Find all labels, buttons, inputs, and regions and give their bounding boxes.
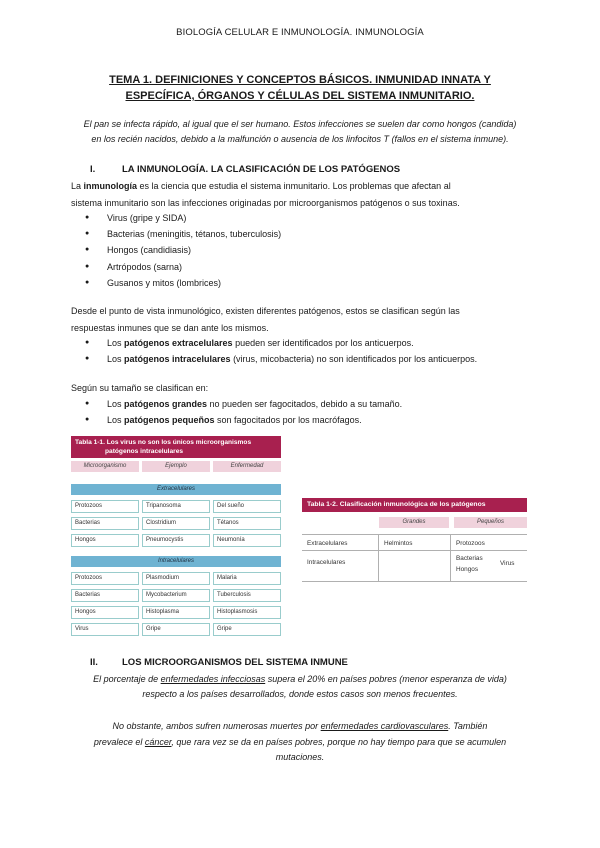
table-cell: Virus	[500, 560, 515, 567]
table-cell: Virus	[71, 623, 139, 636]
intro-paragraph	[52, 117, 548, 146]
table-cell: Histoplasma	[142, 606, 210, 619]
list-item: ● Gusanos y mitos (lombrices)	[71, 275, 541, 291]
table-band: Intracelulares	[71, 556, 281, 567]
running-header: BIOLOGÍA CELULAR E INMUNOLOGÍA. INMUNOLOGÍA	[176, 27, 424, 38]
section1-paragraph3: Según su tamaño se clasifican en:	[71, 383, 209, 393]
row-label: Extracelulares	[307, 540, 348, 547]
table-cell: Gripe	[213, 623, 281, 636]
section2-paragraph2: No obstante, ambos sufren numerosas muertes por enfermedades cardiovasculares. También prevalece el cáncer, que rara vez se da en países pobres, porque no hay tiempo para que se acumulen mutaciones.	[93, 721, 507, 762]
list-item: ● Los patógenos pequeños son fagocitados por los macrófagos.	[71, 412, 541, 428]
table-cell: Helmintos	[384, 540, 413, 547]
column-header: Enfermedad	[213, 461, 281, 472]
pathogen-list	[71, 210, 541, 291]
list-item: ● Los patógenos extracelulares pueden ser identificados por los anticuerpos.	[71, 335, 541, 351]
section-heading-2	[90, 657, 348, 668]
list-item: ● Artrópodos (sarna)	[71, 259, 541, 275]
column-header: Ejemplo	[142, 461, 210, 472]
size-list	[71, 396, 541, 428]
term-inmunologia: inmunología	[83, 181, 138, 191]
list-item: ● Los patógenos grandes no pueden ser fagocitados, debido a su tamaño.	[71, 396, 541, 412]
column-header: Microorganismo	[71, 461, 139, 472]
table-cell: Plasmodium	[142, 572, 210, 585]
table-cell: Pneumocystis	[142, 534, 210, 547]
section1-paragraph1: La inmunología es la ciencia que estudia el sistema inmunitario. Los problemas que afectan al sistema inmunitario son las infecciones originadas por microorganismos patógenos o sus toxinas.	[71, 181, 460, 208]
document-title	[70, 72, 530, 104]
section2-paragraph1: El porcentaje de enfermedades infecciosas supera el 20% en países pobres (menor esperanza de vida) respecto a los países desarrollados, donde estos casos son menos frecuentes.	[93, 674, 507, 699]
table-cell: Tuberculosis	[213, 589, 281, 602]
table-cell: Hongos	[71, 606, 139, 619]
list-item: ● Virus (gripe y SIDA)	[71, 210, 541, 226]
table-cell: Gripe	[142, 623, 210, 636]
table-cell: Hongos	[456, 566, 479, 573]
section1-paragraph2: Desde el punto de vista inmunológico, existen diferentes patógenos, estos se clasifican según las respuestas inmunes que se dan ante los mismos.	[71, 306, 460, 333]
term-enfermedades-cardiovasculares: enfermedades cardiovasculares	[320, 721, 449, 731]
list-item: ● Los patógenos intracelulares (virus, micobacteria) no son identificados por los anticuerpos.	[71, 351, 541, 367]
column-header: Pequeños	[454, 517, 527, 528]
section-number: II.	[90, 657, 98, 668]
table-title: Tabla 1-1. Los virus no son los únicos microorganismos patógenos intracelulares	[71, 436, 281, 458]
table-cell: Tripanosoma	[142, 500, 210, 513]
table-cell: Mycobacterium	[142, 589, 210, 602]
term-enfermedades-infecciosas: enfermedades infecciosas	[160, 674, 266, 684]
title-line: ESPECÍFICA, ÓRGANOS Y CÉLULAS DEL SISTEMA INMUNITARIO.	[125, 90, 475, 102]
intro-line: El pan se infecta rápido, al igual que el ser humano. Estos infecciones se suelen dar como hongos (candida)	[83, 119, 517, 129]
section-title: LOS MICROORGANISMOS DEL SISTEMA INMUNE	[122, 657, 348, 668]
table-cell: Malaria	[213, 572, 281, 585]
row-label: Intracelulares	[307, 559, 346, 566]
column-header: Grandes	[379, 517, 449, 528]
table-1-2	[302, 498, 527, 584]
table-cell: Protozoos	[71, 500, 139, 513]
table-cell: Bacterias	[71, 517, 139, 530]
table-cell: Clostridium	[142, 517, 210, 530]
table-1-1	[71, 436, 281, 641]
table-cell: Bacterias	[456, 555, 483, 562]
section-heading-1	[90, 164, 400, 175]
table-cell: Neumonía	[213, 534, 281, 547]
intro-line: en los recién nacidos, debido a la malfunción o ausencia de los linfocitos T (fallos en el sistema inmune).	[91, 133, 509, 144]
table-cell: Protozoos	[456, 540, 485, 547]
table-cell: Del sueño	[213, 500, 281, 513]
table-cell: Histoplasmosis	[213, 606, 281, 619]
list-item: ● Hongos (candidiasis)	[71, 242, 541, 258]
table-cell: Hongos	[71, 534, 139, 547]
extra-intra-list	[71, 335, 541, 367]
table-cell: Bacterias	[71, 589, 139, 602]
table-cell: Tétanos	[213, 517, 281, 530]
title-line: TEMA 1. DEFINICIONES Y CONCEPTOS BÁSICOS. INMUNIDAD INNATA Y	[109, 74, 491, 86]
list-item: ● Bacterias (meningitis, tétanos, tuberculosis)	[71, 226, 541, 242]
table-band: Extracelulares	[71, 484, 281, 495]
section-number: I.	[90, 164, 96, 175]
table-title: Tabla 1-2. Clasificación inmunológica de los patógenos	[302, 498, 527, 512]
term-cancer: cáncer	[144, 736, 172, 747]
table-cell: Protozoos	[71, 572, 139, 585]
section-title: LA INMUNOLOGÍA. LA CLASIFICACIÓN DE LOS PATÓGENOS	[122, 164, 401, 175]
